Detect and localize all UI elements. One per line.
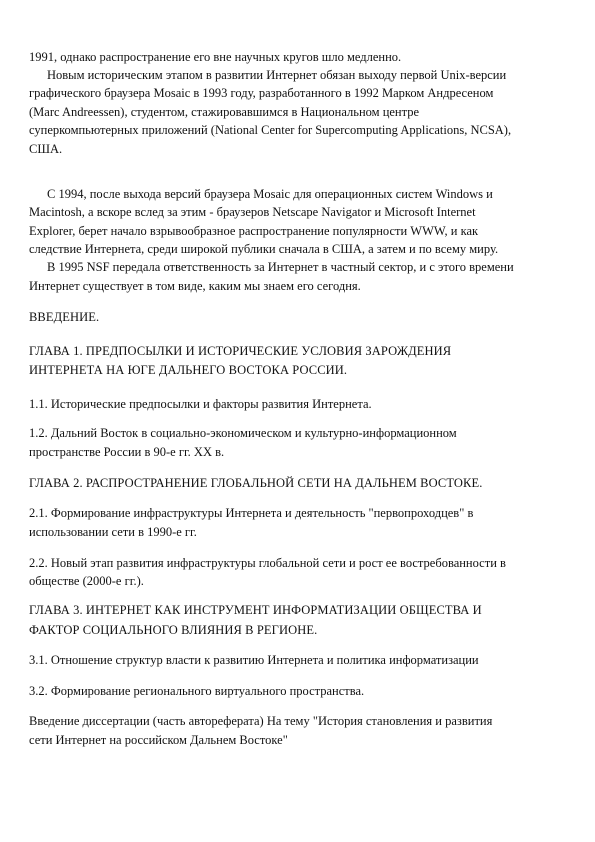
- footer-note: Введение диссертации (часть автореферата) На тему "История становления и развития: [29, 714, 493, 728]
- text-line: В 1995 NSF передала ответственность за Интернет в частный сектор, и с этого времени: [47, 260, 514, 274]
- toc-section-3-1: 3.1. Отношение структур власти к развитию Интернета и политика информатизации: [29, 653, 479, 667]
- toc-chapter-1: ИНТЕРНЕТА НА ЮГЕ ДАЛЬНЕГО ВОСТОКА РОССИИ.: [29, 363, 348, 377]
- text-line: США.: [29, 142, 63, 156]
- text-line: 1991, однако распространение его вне научных кругов шло медленно.: [29, 50, 402, 64]
- text-line: Explorer, берет начало взрывообразное распространение популярности WWW, и как: [29, 224, 479, 238]
- toc-section-2-2: обществе (2000-е гг.).: [29, 574, 144, 588]
- text-line: графического браузера Mosaic в 1993 году, разработанного в 1992 Марком Андресеном: [29, 86, 494, 100]
- text-line: Macintosh, а вскоре вслед за этим - браузеров Netscape Navigator и Microsoft Internet: [29, 205, 476, 219]
- toc-section-3-2: 3.2. Формирование регионального виртуального пространства.: [29, 684, 365, 698]
- toc-chapter-3: ГЛАВА 3. ИНТЕРНЕТ КАК ИНСТРУМЕНТ ИНФОРМАТИЗАЦИИ ОБЩЕСТВА И: [29, 603, 482, 617]
- toc-chapter-1: ГЛАВА 1. ПРЕДПОСЫЛКИ И ИСТОРИЧЕСКИЕ УСЛОВИЯ ЗАРОЖДЕНИЯ: [29, 344, 452, 358]
- text-line: С 1994, после выхода версий браузера Mosaic для операционных систем Windows и: [47, 187, 493, 201]
- toc-section-1-1: 1.1. Исторические предпосылки и факторы развития Интернета.: [29, 397, 372, 411]
- text-line: суперкомпьютерных приложений (National Center for Supercomputing Applications, NCSA),: [29, 123, 512, 137]
- text-line: Новым историческим этапом в развитии Интернет обязан выходу первой Unix-версии: [47, 68, 507, 82]
- toc-section-1-2: пространстве России в 90-е гг. XX в.: [29, 445, 225, 459]
- toc-section-1-2: 1.2. Дальний Восток в социально-экономическом и культурно-информационном: [29, 426, 457, 440]
- toc-section-2-1: использовании сети в 1990-е гг.: [29, 525, 197, 539]
- toc-chapter-3: ФАКТОР СОЦИАЛЬНОГО ВЛИЯНИЯ В РЕГИОНЕ.: [29, 623, 318, 637]
- text-line: следствие Интернета, среди широкой публики сначала в США, а затем и по всему миру.: [29, 242, 499, 256]
- text-line: (Marc Andreessen), студентом, стажировавшимся в Национальном центре: [29, 105, 420, 119]
- toc-chapter-2: ГЛАВА 2. РАСПРОСТРАНЕНИЕ ГЛОБАЛЬНОЙ СЕТИ НА ДАЛЬНЕМ ВОСТОКЕ.: [29, 476, 483, 490]
- toc-section-2-1: 2.1. Формирование инфраструктуры Интернета и деятельность "первопроходцев" в: [29, 506, 474, 520]
- text-line: Интернет существует в том виде, каким мы знаем его сегодня.: [29, 279, 361, 293]
- toc-introduction: ВВЕДЕНИЕ.: [29, 310, 100, 324]
- toc-section-2-2: 2.2. Новый этап развития инфраструктуры глобальной сети и рост ее востребованности в: [29, 556, 506, 570]
- footer-note: сети Интернет на российском Дальнем Востоке": [29, 733, 288, 747]
